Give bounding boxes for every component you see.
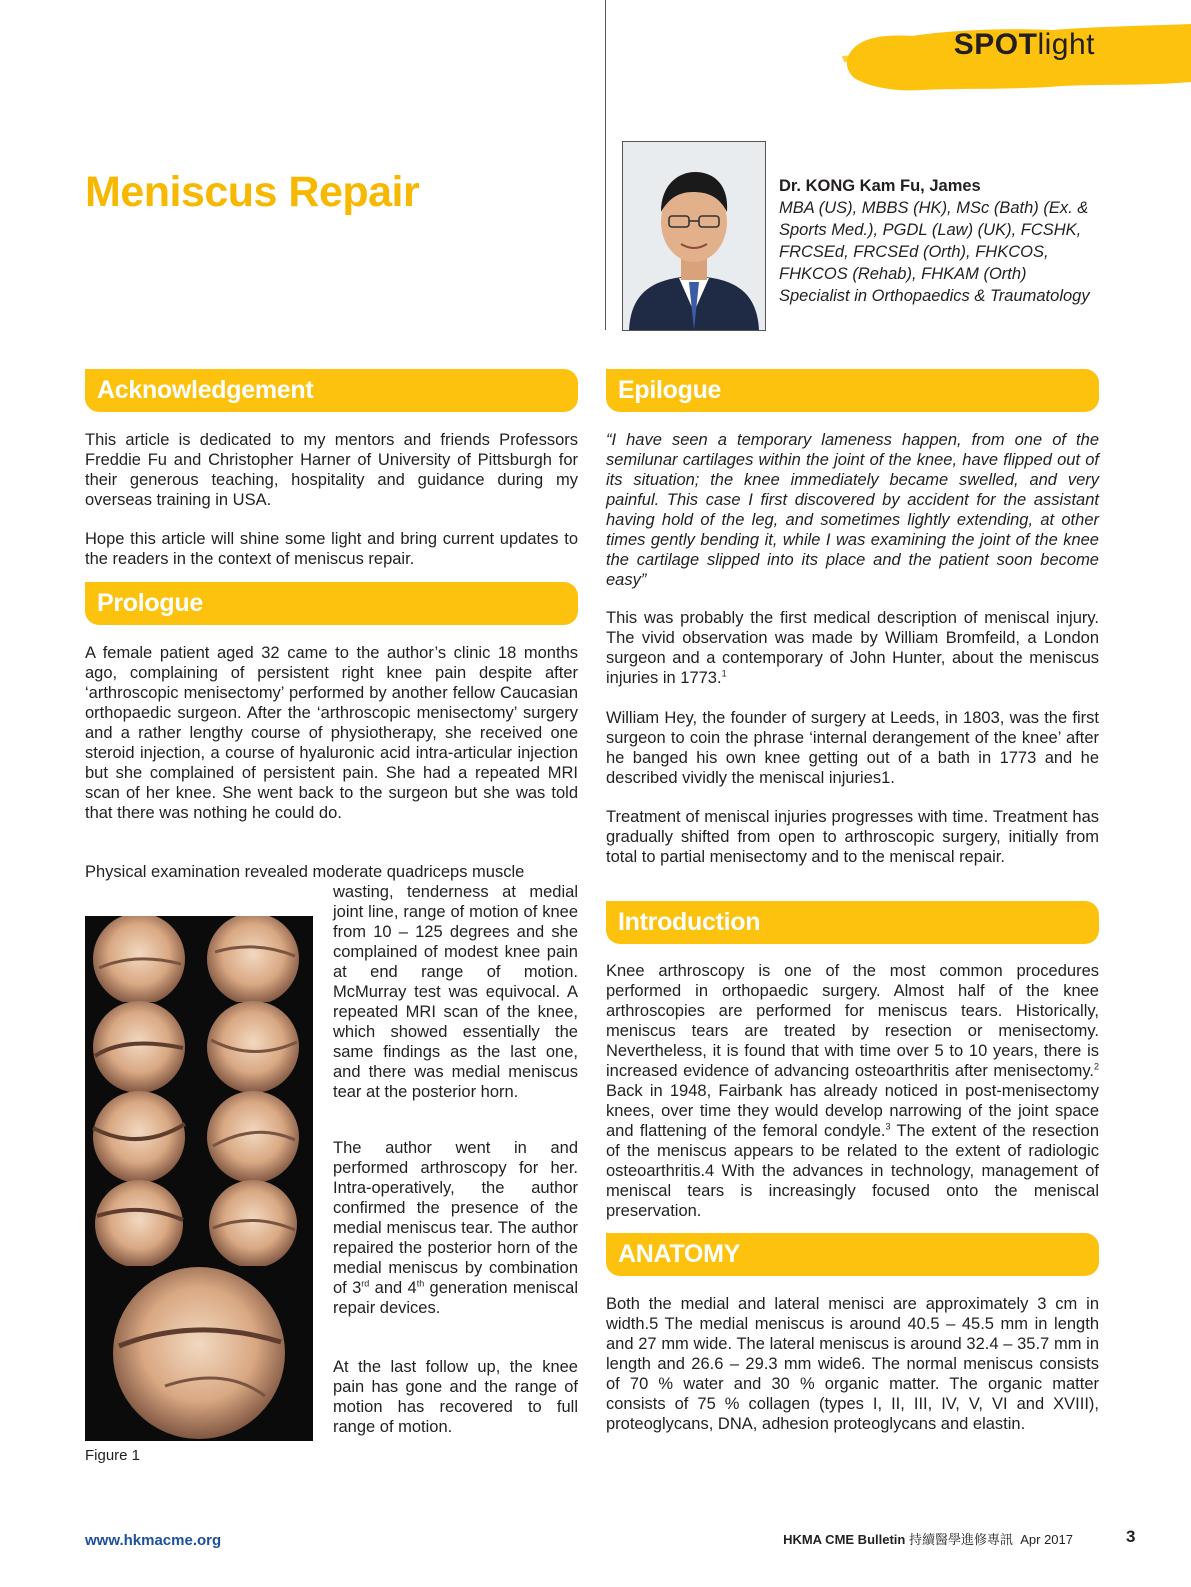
author-specialty: Specialist in Orthopaedics & Traumatology [779,287,1090,305]
prologue-paragraph-2-lead: Physical examination revealed moderate quadriceps muscle [85,863,525,881]
light-text: light [1037,28,1095,61]
footer-website[interactable]: www.hkmacme.org [85,1532,222,1549]
p3-sup-th: th [416,1278,425,1289]
author-portrait-illustration [623,142,765,330]
p3-sup-rd: rd [361,1278,370,1289]
intro-sup-2: 2 [1093,1061,1099,1072]
figure-1-arthroscopy-images [85,916,313,1441]
spot-text: SPOT [953,28,1038,61]
epilogue-p1-text: This was probably the first medical description of meniscal injury. The vivid observation was made by William Bromfeild, a London surgeon and a contemporary of John Hunter, about the meniscus injuries in 1773. [606,609,1099,687]
scope-view-8 [195,1180,313,1268]
footer-bulletin-name: HKMA CME Bulletin [783,1532,906,1547]
intro-part-b: Back in 1948, Fairbank has already noticed in post-menisectomy knees, over time they would develop narrowing of the joint space and flattening of the femoral condyle. [606,1082,1099,1140]
scope-view-large [85,1266,313,1441]
spotlight-label [954,28,1095,62]
article-title: Meniscus Repair [85,168,420,216]
scope-view-2 [195,916,313,1005]
epilogue-quote: “I have seen a temporary lameness happen, from one of the semilunar cartilages within the joint of the knee, have flipped out of its situation; the knee immediately became swelled, and very painful. This case I first discovered by accident for the assistant having hold of the leg, and sometimes lightly extending, at other times gently bending it, while I was examining the joint of the knee the cartilage slipped into its place and the patient soon become easy” [606,431,1099,589]
intro-sup-3: 3 [885,1121,891,1132]
scope-view-5 [85,1091,195,1183]
epilogue-paragraph-3: Treatment of meniscal injuries progresses with time. Treatment has gradually shifted from open to arthroscopic surgery, initially from total to partial menisectomy and to the meniscal repair. [606,808,1099,866]
introduction-paragraph [606,961,1099,1221]
scope-view-6 [195,1091,313,1183]
heading-anatomy: ANATOMY [606,1233,1099,1276]
scope-view-4 [195,1001,313,1093]
epilogue-paragraph-2: William Hey, the founder of surgery at Leeds, in 1803, was the first surgeon to coin the phrase ‘internal derangement of the knee’ after he banged his own knee getting out of a bath in 1773 and he described vividly the meniscal injuries1. [606,709,1099,787]
author-credentials: MBA (US), MBBS (HK), MSc (Bath) (Ex. & Sports Med.), PGDL (Law) (UK), FCSHK, FRCSEd, FRCSEd (Orth), FHKCOS, FHKCOS (Rehab), FHKAM (Orth) [779,199,1089,283]
prologue-paragraph-1: A female patient aged 32 came to the author’s clinic 18 months ago, complaining of persistent right knee pain despite after ‘arthroscopic menisectomy’ performed by another fellow Caucasian orthopaedic surgeon. After the ‘arthroscopic menisectomy’ surgery and a rather lengthy course of physiotherapy, she received one steroid injection, a course of hyaluronic acid intra-articular injection but she complained of persistent pain. She had a repeated MRI scan of her knee. She went back to the surgeon but she was told that there was nothing he could do. [85,644,578,822]
author-info [779,175,1109,307]
p3-part-c: generation meniscal repair devices. [333,1279,578,1317]
heading-acknowledgement: Acknowledgement [85,369,578,412]
figure-caption: Figure 1 [85,1447,141,1464]
heading-epilogue: Epilogue [606,369,1099,412]
column-divider [605,0,606,330]
scope-view-7 [85,1180,195,1268]
epilogue-paragraph-1 [606,608,1099,688]
prologue-paragraph-3 [333,1138,578,1318]
footer-date: Apr 2017 [1020,1532,1073,1547]
scope-view-1 [85,916,195,1005]
prologue-paragraph-4: At the last follow up, the knee pain has gone and the range of motion has recovered to full range of motion. [333,1358,578,1436]
prologue-paragraph-2: wasting, tenderness at medial joint line, range of motion of knee from 10 – 125 degrees and she complained of modest knee pain at end range of motion. McMurray test was equivocal. A repeated MRI scan of the knee, which showed essentially the same findings as the last one, and there was medial meniscus tear at the posterior horn. [333,883,578,1101]
footer-publication [783,1529,1073,1548]
intro-part-c: The extent of the resection of the meniscus appears to be related to the extent of radiologic osteoarthritis.4 With the advances in technology, management of meniscal tears is increasingly focused onto the meniscal preservation. [606,1122,1100,1220]
author-name: Dr. KONG Kam Fu, James [779,177,981,195]
p3-part-a: The author went in and performed arthroscopy for her. Intra-operatively, the author confirmed the presence of the medial meniscus tear. The author repaired the posterior horn of the medial meniscus by combination of 3 [333,1139,578,1297]
heading-introduction: Introduction [606,901,1099,944]
anatomy-paragraph: Both the medial and lateral menisci are approximately 3 cm in width.5 The medial meniscus is around 40.5 – 45.5 mm in length and 27 mm wide. The lateral meniscus is around 32.4 – 35.7 mm in length and 26.6 – 29.3 mm wide6. The normal meniscus consists of 70 % water and 30 % organic matter. The organic matter consists of 75 % collagen (types I, II, III, IV, V, VI and XVIII), proteoglycans, DNA, adhesion proteoglycans and elastin. [606,1295,1099,1433]
intro-part-a: Knee arthroscopy is one of the most common procedures performed in orthopaedic surgery. Almost half of the knee arthroscopies are performed for meniscus tears. Historically, meniscus tears are treated by resection or menisectomy. Nevertheless, it is found that with time over 5 to 10 years, there is increased evidence of advancing osteoarthritis after menisectomy. [606,962,1099,1080]
epilogue-p1-sup: 1 [721,668,727,679]
acknowledgement-paragraph-2: Hope this article will shine some light and bring current updates to the readers in the context of meniscus repair. [85,530,578,568]
scope-view-3 [85,1001,195,1093]
page-number: 3 [1126,1527,1136,1546]
author-photo [622,141,766,331]
acknowledgement-paragraph-1: This article is dedicated to my mentors and friends Professors Freddie Fu and Christopher Harner of University of Pittsburgh for their generous teaching, hospitality and guidance during my overseas training in USA. [85,431,578,509]
heading-prologue: Prologue [85,582,578,625]
p3-part-b: and 4 [369,1279,417,1297]
footer-chinese-title: 持續醫學進修專訊 [908,1532,1013,1547]
